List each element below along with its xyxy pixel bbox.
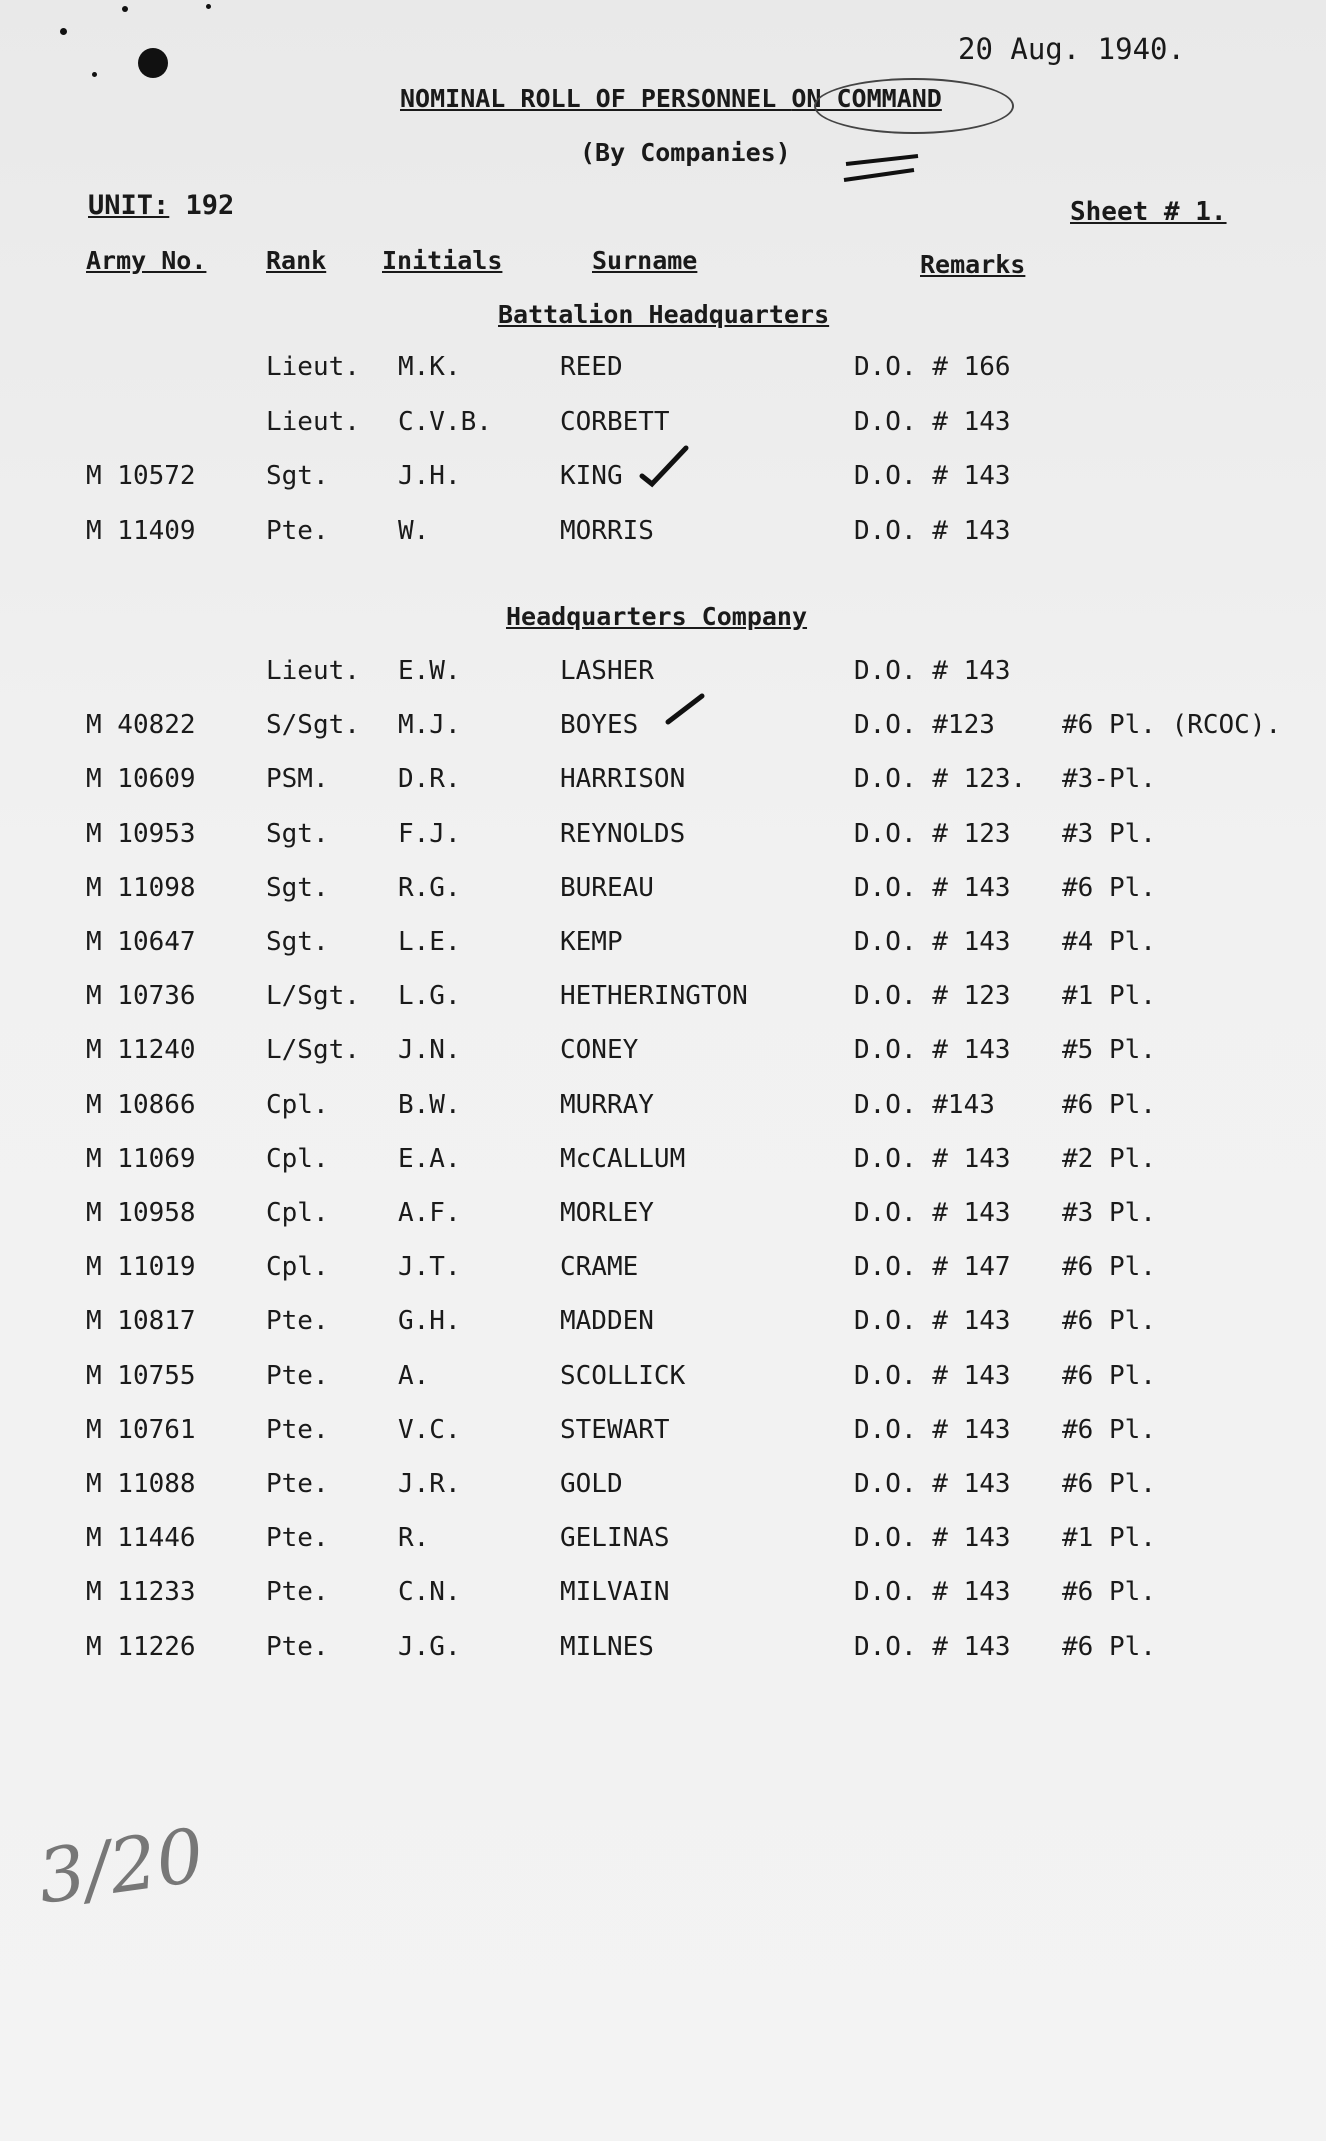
row-surname: CORBETT (560, 406, 670, 437)
row-initials: J.R. (398, 1469, 461, 1499)
row-initials: F.J. (398, 818, 461, 849)
row-army-no: M 10736 (86, 981, 196, 1012)
row-rank: Sgt. (266, 461, 329, 491)
row-rank: Pte. (266, 1631, 329, 1662)
row-platoon-note: #4 Pl. (1062, 927, 1156, 957)
column-header-initials: Initials (382, 246, 503, 275)
row-remarks: D.O. # 143 (854, 406, 1011, 437)
row-initials: A. (398, 1360, 430, 1391)
row-army-no: M 10953 (86, 818, 196, 849)
row-rank: Pte. (266, 1469, 329, 1499)
row-army-no: M 11088 (86, 1469, 196, 1499)
row-surname: HARRISON (560, 764, 686, 795)
row-remarks: D.O. # 123. (854, 764, 1027, 795)
row-remarks: D.O. # 143 (854, 927, 1011, 957)
row-initials: D.R. (398, 764, 461, 795)
row-surname: GOLD (560, 1469, 623, 1499)
row-army-no: M 11019 (86, 1252, 196, 1283)
ink-blot (60, 28, 67, 35)
row-platoon-note: #6 Pl. (1062, 872, 1156, 903)
row-rank: L/Sgt. (266, 981, 360, 1012)
row-remarks: D.O. # 143 (854, 1414, 1011, 1445)
row-surname: BUREAU (560, 872, 654, 903)
row-army-no: M 11069 (86, 1143, 196, 1174)
row-surname: MURRAY (560, 1089, 654, 1120)
row-initials: A.F. (398, 1198, 461, 1228)
table-row (0, 819, 1326, 859)
row-remarks: D.O. # 143 (854, 1143, 1011, 1174)
row-surname: MILVAIN (560, 1577, 670, 1608)
table-row (0, 710, 1326, 750)
column-header-army-no: Army No. (86, 246, 207, 275)
title-circle-mark (814, 78, 1014, 134)
row-initials: J.G. (398, 1631, 461, 1662)
handwritten-note (30, 1810, 210, 1921)
row-surname: CRAME (560, 1252, 639, 1283)
row-rank: Pte. (266, 1414, 329, 1445)
row-rank: Pte. (266, 1523, 329, 1554)
row-platoon-note: #6 Pl. (1062, 1360, 1156, 1391)
title-part-2: ON COMMAND (791, 84, 942, 113)
row-platoon-note: #6 Pl. (1062, 1414, 1156, 1445)
row-remarks: D.O. #123 (854, 710, 995, 741)
row-platoon-note: #3-Pl. (1062, 764, 1156, 795)
row-platoon-note: #5 Pl. (1062, 1035, 1156, 1066)
row-remarks: D.O. # 143 (854, 1035, 1011, 1066)
row-army-no: M 11226 (86, 1631, 196, 1662)
double-underline-mark (842, 150, 922, 186)
row-rank: Pte. (266, 1306, 329, 1337)
row-rank: PSM. (266, 764, 329, 795)
row-surname: STEWART (560, 1414, 670, 1445)
row-surname: BOYES (560, 710, 639, 741)
row-rank: Lieut. (266, 352, 360, 382)
row-surname: KING (560, 461, 623, 491)
table-row (0, 352, 1326, 392)
table-row (0, 927, 1326, 967)
row-initials: L.E. (398, 927, 461, 957)
unit-label: UNIT: (88, 190, 170, 221)
row-remarks: D.O. # 143 (854, 1360, 1011, 1391)
table-row (0, 1198, 1326, 1238)
table-row (0, 656, 1326, 696)
row-initials: C.V.B. (398, 406, 492, 437)
row-platoon-note: #6 Pl. (RCOC). (1062, 710, 1282, 741)
row-surname: CONEY (560, 1035, 639, 1066)
row-remarks: D.O. # 143 (854, 656, 1011, 686)
row-surname: LASHER (560, 656, 654, 686)
row-remarks: D.O. # 143 (854, 1306, 1011, 1337)
row-platoon-note: #6 Pl. (1062, 1252, 1156, 1283)
row-army-no: M 10958 (86, 1198, 196, 1228)
row-rank: Sgt. (266, 927, 329, 957)
row-army-no: M 10572 (86, 461, 196, 491)
table-row (0, 1252, 1326, 1292)
row-platoon-note: #2 Pl. (1062, 1143, 1156, 1174)
row-initials: E.W. (398, 656, 461, 686)
ink-blot (138, 48, 168, 78)
row-remarks: D.O. # 143 (854, 872, 1011, 903)
row-initials: M.K. (398, 352, 461, 382)
row-surname: HETHERINGTON (560, 981, 748, 1012)
row-surname: MILNES (560, 1631, 654, 1662)
section-title: Headquarters Company (506, 602, 808, 631)
row-army-no: M 10755 (86, 1360, 196, 1391)
column-header-surname: Surname (592, 246, 698, 275)
table-row (0, 407, 1326, 447)
table-row (0, 516, 1326, 556)
row-initials: B.W. (398, 1089, 461, 1120)
check-mark-icon (664, 690, 708, 730)
row-rank: L/Sgt. (266, 1035, 360, 1066)
sheet-number: Sheet # 1. (1070, 197, 1227, 227)
row-initials: C.N. (398, 1577, 461, 1608)
row-initials: E.A. (398, 1143, 461, 1174)
row-rank: Cpl. (266, 1198, 329, 1228)
row-initials: R.G. (398, 872, 461, 903)
column-header-rank: Rank (266, 246, 327, 275)
document-date: 20 Aug. 1940. (958, 32, 1185, 66)
row-remarks: D.O. # 123 (854, 818, 1011, 849)
row-surname: REED (560, 352, 623, 382)
row-rank: Pte. (266, 515, 329, 546)
row-platoon-note: #6 Pl. (1062, 1577, 1156, 1608)
row-surname: SCOLLICK (560, 1360, 686, 1391)
row-platoon-note: #6 Pl. (1062, 1469, 1156, 1499)
row-remarks: D.O. # 147 (854, 1252, 1011, 1283)
row-army-no: M 11409 (86, 515, 196, 546)
ink-blot (92, 72, 97, 77)
row-army-no: M 11446 (86, 1523, 196, 1554)
check-mark-icon (636, 442, 692, 488)
row-surname: MADDEN (560, 1306, 654, 1337)
row-army-no: M 10817 (86, 1306, 196, 1337)
row-platoon-note: #1 Pl. (1062, 1523, 1156, 1554)
row-remarks: D.O. # 143 (854, 1198, 1011, 1228)
table-row (0, 1144, 1326, 1184)
row-rank: Sgt. (266, 818, 329, 849)
row-initials: V.C. (398, 1414, 461, 1445)
table-row (0, 873, 1326, 913)
table-row (0, 1577, 1326, 1617)
row-army-no: M 40822 (86, 710, 196, 741)
row-army-no: M 10609 (86, 764, 196, 795)
row-initials: L.G. (398, 981, 461, 1012)
row-remarks: D.O. # 143 (854, 1631, 1011, 1662)
table-row (0, 1469, 1326, 1509)
row-surname: MORLEY (560, 1198, 654, 1228)
row-initials: G.H. (398, 1306, 461, 1337)
row-platoon-note: #3 Pl. (1062, 818, 1156, 849)
row-army-no: M 11240 (86, 1035, 196, 1066)
table-row (0, 1090, 1326, 1130)
row-platoon-note: #6 Pl. (1062, 1089, 1156, 1120)
row-army-no: M 10866 (86, 1089, 196, 1120)
table-row (0, 981, 1326, 1021)
unit-line (88, 190, 234, 221)
table-row (0, 1523, 1326, 1563)
row-remarks: D.O. # 143 (854, 461, 1011, 491)
row-initials: J.T. (398, 1252, 461, 1283)
row-remarks: D.O. # 143 (854, 1523, 1011, 1554)
row-army-no: M 10647 (86, 927, 196, 957)
handwritten-note-text: 3/20 (32, 1812, 210, 1921)
table-row (0, 1415, 1326, 1455)
unit-value: 192 (185, 190, 235, 221)
table-row (0, 1035, 1326, 1075)
row-rank: Pte. (266, 1360, 329, 1391)
row-rank: Lieut. (266, 406, 360, 437)
row-rank: Sgt. (266, 872, 329, 903)
row-army-no: M 11098 (86, 872, 196, 903)
row-surname: KEMP (560, 927, 623, 957)
row-remarks: D.O. #143 (854, 1089, 995, 1120)
table-row (0, 764, 1326, 804)
row-initials: J.H. (398, 461, 461, 491)
table-row (0, 1361, 1326, 1401)
row-rank: Lieut. (266, 656, 360, 686)
column-header-remarks: Remarks (920, 250, 1026, 279)
row-platoon-note: #1 Pl. (1062, 981, 1156, 1012)
row-initials: R. (398, 1523, 430, 1554)
row-rank: Cpl. (266, 1252, 329, 1283)
row-army-no: M 11233 (86, 1577, 196, 1608)
row-initials: M.J. (398, 710, 461, 741)
row-surname: GELINAS (560, 1523, 670, 1554)
ink-blot (206, 4, 211, 9)
row-rank: S/Sgt. (266, 710, 360, 741)
row-remarks: D.O. # 143 (854, 1469, 1011, 1499)
row-surname: MORRIS (560, 515, 654, 546)
row-surname: McCALLUM (560, 1143, 686, 1174)
ink-blot (122, 6, 128, 12)
row-remarks: D.O. # 143 (854, 515, 1011, 546)
row-platoon-note: #6 Pl. (1062, 1306, 1156, 1337)
title-part-1: NOMINAL ROLL OF PERSONNEL (400, 84, 792, 113)
row-remarks: D.O. # 166 (854, 352, 1011, 382)
table-row (0, 1632, 1326, 1672)
row-initials: J.N. (398, 1035, 461, 1066)
row-rank: Cpl. (266, 1089, 329, 1120)
row-remarks: D.O. # 143 (854, 1577, 1011, 1608)
row-initials: W. (398, 515, 430, 546)
row-remarks: D.O. # 123 (854, 981, 1011, 1012)
row-surname: REYNOLDS (560, 818, 686, 849)
section-title: Battalion Headquarters (498, 300, 830, 329)
row-army-no: M 10761 (86, 1414, 196, 1445)
table-row (0, 1306, 1326, 1346)
row-platoon-note: #3 Pl. (1062, 1198, 1156, 1228)
document-subtitle: (By Companies) (580, 138, 791, 167)
row-platoon-note: #6 Pl. (1062, 1631, 1156, 1662)
row-rank: Pte. (266, 1577, 329, 1608)
row-rank: Cpl. (266, 1143, 329, 1174)
